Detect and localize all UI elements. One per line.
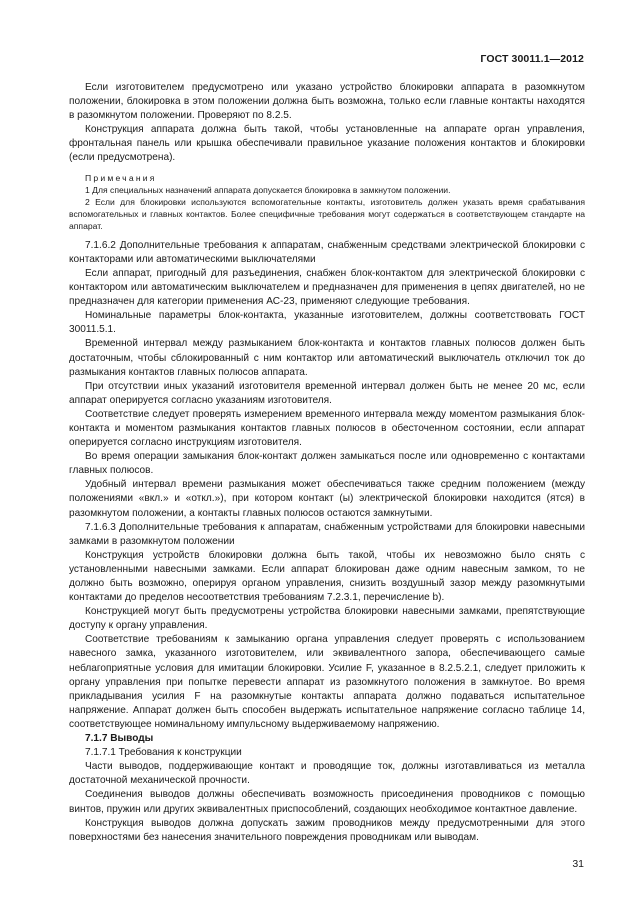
- paragraph: Конструкция выводов должна допускать зажим проводников между предусмотренными для этого поверхностями без нанесения значительного повреждения проводникам или выводам.: [69, 817, 585, 843]
- note-item: 2 Если для блокировки используются вспомогательные контакты, изготовитель должен указать время срабатывания вспомогательных и главных контактов. Более специфичные требования могут содержаться в соответствующем стандарте на аппарат.: [69, 196, 585, 232]
- paragraph: Во время операции замыкания блок-контакт должен замыкаться после или одновременно с контактами главных полюсов.: [69, 451, 585, 477]
- paragraph: Соответствие следует проверять измерением временного интервала между моментом размыкания блок-контакта и моментом размыкания контактов главных полюсов в обесточенном состоянии, если аппарат оперируется согласно инструкциям изготовителя.: [69, 408, 585, 449]
- paragraph: Удобный интервал времени размыкания может обеспечиваться также средним положением (между положениями «вкл.» и «откл.»), при котором контакт (ы) электрической блокировки находится (ятся) в разомкнутом положении, а контакты главных полюсов остаются замкнутыми.: [69, 479, 585, 519]
- paragraph: Конструкция аппарата должна быть такой, чтобы установленные на аппарате орган управления, фронтальная панель или крышка обеспечивали правильное указание положения контактов и блокировки (если предусмотрена).: [69, 124, 585, 164]
- section-heading: 7.1.6.2 Дополнительные требования к аппаратам, снабженным средствами электрической блокировки с контакторами или автоматическими выключателями: [69, 239, 585, 265]
- note-item: 1 Для специальных назначений аппарата допускается блокировка в замкнутом положении.: [85, 184, 451, 195]
- paragraph: Временной интервал между размыканием блок-контакта и контактов главных полюсов должен быть достаточным, чтобы сблокированный с ним контактор или автоматический выключатель отключил ток до размыкания контактов главных полюсов аппарата.: [69, 338, 585, 378]
- notes-heading: Примечания: [85, 172, 157, 183]
- subsection-heading: 7.1.7.1 Требования к конструкции: [85, 747, 242, 759]
- page-number: 31: [572, 858, 584, 870]
- document-body: [69, 81, 585, 845]
- paragraph: Если аппарат, пригодный для разъединения, снабжен блок-контактом для электрической блокировки с контактором или автоматическим выключателем и предназначен для применения в цепях двигателей, но не предназначен для категории применения АС-23, применяют следующие требования.: [69, 267, 585, 308]
- section-title: 7.1.7 Выводы: [85, 733, 154, 745]
- paragraph: Если изготовителем предусмотрено или указано устройство блокировки аппарата в разомкнутом положении, блокировка в этом положении должна быть возможна, только если главные контакты находятся в разомкнутом положении. Проверяют по 8.2.5.: [69, 82, 585, 122]
- paragraph: Конструкция устройств блокировки должна быть такой, чтобы их невозможно было снять с установленными навесными замками. Если аппарат блокирован даже одним навесным замком, то не должно быть возможно, оперируя органом управления, снизить воздушный зазор между разомкнутыми контактами до пределов несоответствия требованиям 7.2.3.1, перечисление b).: [69, 549, 585, 604]
- paragraph: Соответствие требованиям к замыканию органа управления следует проверять с использованием навесного замка, указанного изготовителем, или эквивалентного запора, обеспечивающего самые неблагоприятные условия для имитации блокировки. Усилие F, указанное в 8.2.5.2.1, следует приложить к органу управления при попытке перевести аппарат из разомкнутого положения в замкнутое. Во время прикладывания усилия F на разомкнутые контакты аппарата должно подаваться испытательное напряжение. Аппарат должен быть способен выдержать испытательное напряжение согласно таблице 14, соответствующее номинальному импульсному выдерживаемому напряжению.: [69, 634, 585, 730]
- paragraph: Соединения выводов должны обеспечивать возможность присоединения проводников с помощью винтов, пружин или других эквивалентных приспособлений, создающих необходимое контактное давление.: [69, 789, 585, 815]
- paragraph: Номинальные параметры блок-контакта, указанные изготовителем, должны соответствовать ГОСТ 30011.5.1.: [69, 310, 585, 336]
- section-heading: 7.1.6.3 Дополнительные требования к аппаратам, снабженным устройствами для блокировки навесными замками в разомкнутом положении: [69, 521, 585, 547]
- paragraph: При отсутствии иных указаний изготовителя временной интервал должен быть не менее 20 мс, если аппарат оперируется согласно указаниям изготовителя.: [69, 380, 585, 406]
- paragraph: Части выводов, поддерживающие контакт и проводящие ток, должны изготавливаться из металла достаточной механической прочности.: [69, 761, 585, 787]
- paragraph: Конструкцией могут быть предусмотрены устройства блокировки навесными замками, препятствующие доступу к органу управления.: [69, 606, 585, 632]
- document-code: ГОСТ 30011.1—2012: [480, 53, 584, 65]
